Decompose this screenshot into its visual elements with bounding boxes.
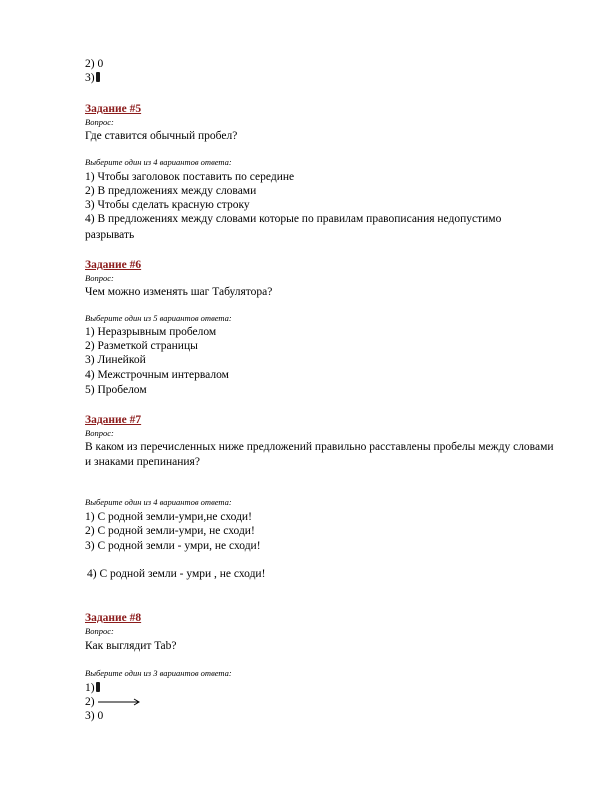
answer-option: 3) Чтобы сделать красную строку: [85, 199, 250, 211]
answer-option: 3) 0: [85, 710, 104, 722]
task-6-title: Задание #6: [85, 259, 142, 271]
question-text-continuation: и знаками препинания?: [85, 456, 200, 468]
question-label: Вопрос:: [85, 117, 114, 127]
answer-option: 1): [85, 681, 100, 695]
answer-option: 3) Линейкой: [85, 354, 146, 366]
task-8-title: Задание #8: [85, 612, 142, 624]
question-label: Вопрос:: [85, 626, 114, 636]
answer-option: 2) В предложениях между словами: [85, 185, 257, 197]
answer-instruction: Выберите один из 4 вариантов ответа:: [85, 497, 232, 507]
answer-instruction: Выберите один из 3 вариантов ответа:: [85, 668, 232, 678]
tab-arrow-icon: [97, 698, 141, 706]
answer-option: 4) С родной земли - умри , не сходи!: [87, 568, 266, 580]
answer-option: 3): [85, 71, 100, 85]
answer-option: 4) Межстрочным интервалом: [85, 369, 229, 381]
answer-option-continuation: разрывать: [85, 229, 135, 241]
pilcrow-block-icon: [96, 682, 100, 692]
answer-option: 1) С родной земли-умри,не сходи!: [85, 511, 252, 523]
answer-option: 4) В предложениях между словами которые по правилам правописания недопустимо: [85, 213, 502, 225]
answer-option: 2): [85, 695, 141, 709]
answer-option: 3) С родной земли - умри, не сходи!: [85, 540, 261, 552]
question-text: Где ставится обычный пробел?: [85, 130, 238, 142]
answer-instruction: Выберите один из 4 вариантов ответа:: [85, 157, 232, 167]
task-7-title: Задание #7: [85, 414, 142, 426]
question-text: Как выглядит Tab?: [85, 640, 177, 652]
task-5-title: Задание #5: [85, 103, 142, 115]
answer-option: 5) Пробелом: [85, 384, 147, 396]
answer-instruction: Выберите один из 5 вариантов ответа:: [85, 313, 232, 323]
question-text: Чем можно изменять шаг Табулятора?: [85, 286, 273, 298]
question-text: В каком из перечисленных ниже предложений правильно расставлены пробелы между словами: [85, 441, 554, 453]
answer-option: 1) Неразрывным пробелом: [85, 326, 217, 338]
pilcrow-block-icon: [96, 72, 100, 82]
answer-option: 2) С родной земли-умри, не сходи!: [85, 525, 255, 537]
answer-option: 2) 0: [85, 58, 104, 70]
answer-option: 2) Разметкой страницы: [85, 340, 198, 352]
answer-option: 1) Чтобы заголовок поставить по середине: [85, 171, 295, 183]
question-label: Вопрос:: [85, 273, 114, 283]
question-label: Вопрос:: [85, 428, 114, 438]
